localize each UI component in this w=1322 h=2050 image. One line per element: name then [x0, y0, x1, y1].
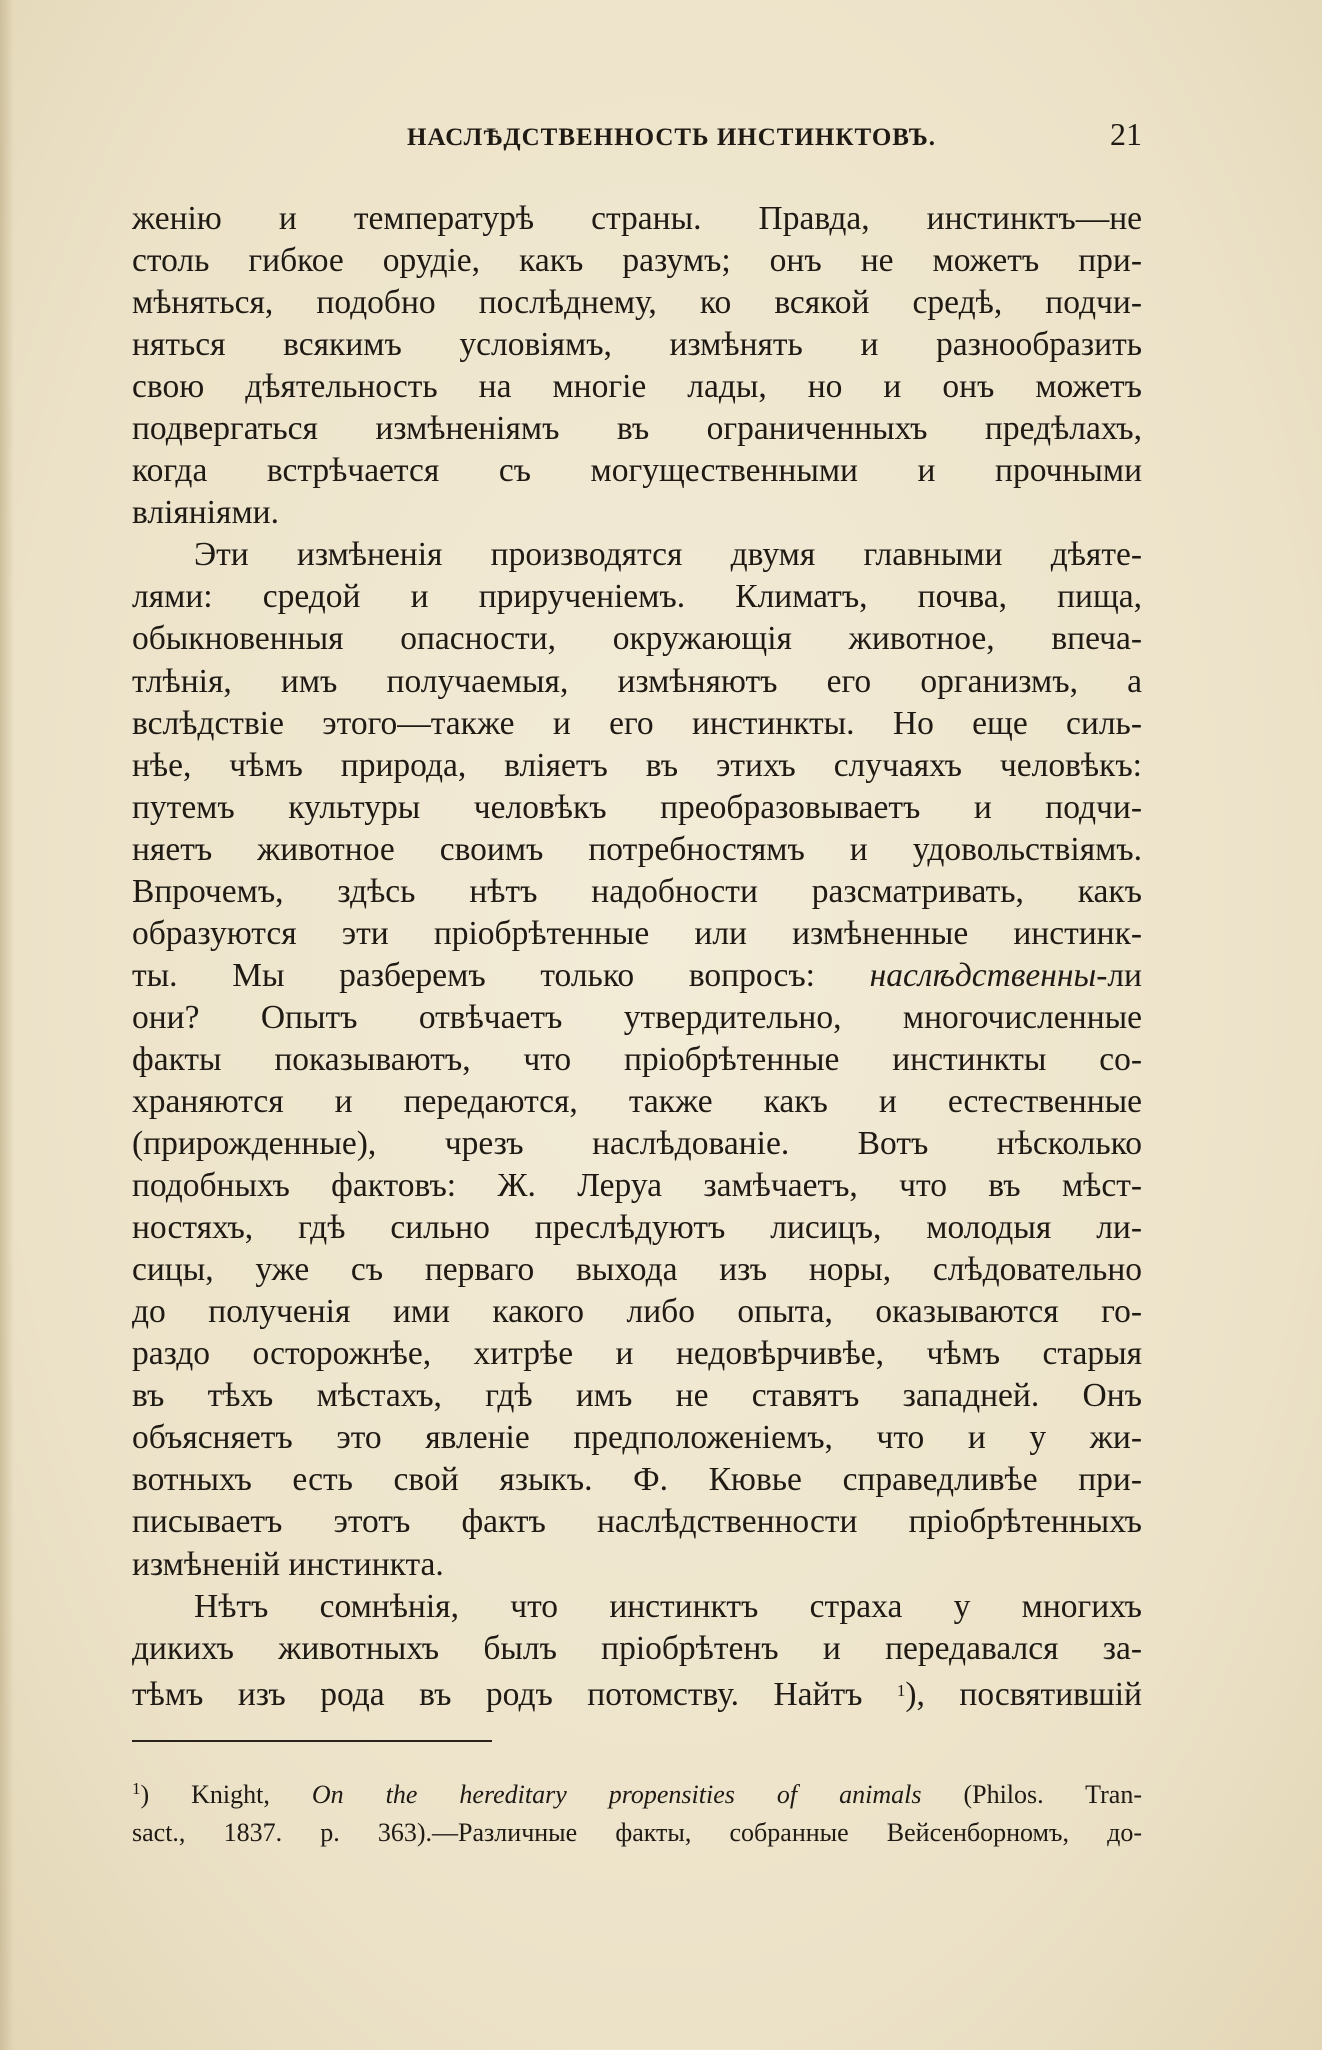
- text-line: писываетъ этотъ фактъ наслѣдственности пріобрѣтенныхъ: [132, 1503, 1142, 1541]
- text-segment: -ли: [1096, 956, 1142, 994]
- footnote-reference: 1: [896, 1680, 906, 1700]
- footnote-title: On the hereditary propensities of animals: [311, 1780, 922, 1809]
- text-line: сицы, уже съ перваго выхода изъ норы, слѣдовательно: [132, 1251, 1142, 1289]
- text-line: тлѣнія, имъ получаемыя, измѣняютъ его организмъ, а: [132, 662, 1142, 700]
- text-line: подвергаться измѣненіямъ въ ограниченныхъ предѣлахъ,: [132, 410, 1142, 448]
- text-line: обыкновенныя опасности, окружающія животное, впеча-: [132, 620, 1142, 658]
- text-line: когда встрѣчается съ могущественными и прочными: [132, 452, 1142, 490]
- text-line: они? Опытъ отвѣчаетъ утвердительно, многочисленные: [132, 998, 1142, 1036]
- footnote-author: ) Knight,: [140, 1780, 312, 1809]
- text-line: вслѣдствіе этого—также и его инстинкты. Но еще силь-: [132, 704, 1142, 742]
- text-segment: ты. Мы разберемъ только вопросъ:: [132, 956, 870, 994]
- text-line: столь гибкое орудіе, какъ разумъ; онъ не можетъ при-: [132, 242, 1142, 280]
- text-line: раздо осторожнѣе, хитрѣе и недовѣрчивѣе, чѣмъ старыя: [132, 1335, 1142, 1373]
- text-line: подобныхъ фактовъ: Ж. Леруа замѣчаетъ, что въ мѣст-: [132, 1167, 1142, 1205]
- text-line: вотныхъ есть свой языкъ. Ф. Кювье справедливѣе при-: [132, 1461, 1142, 1499]
- text-segment: тѣмъ изъ рода въ родъ потомству. Найтъ: [132, 1675, 897, 1713]
- text-line: (прирожденные), чрезъ наслѣдованіе. Вотъ нѣсколько: [132, 1125, 1142, 1163]
- text-line: факты показываютъ, что пріобрѣтенные инстинкты со-: [132, 1040, 1142, 1078]
- running-head: НАСЛѢДСТВЕННОСТЬ ИНСТИНКТОВЪ.: [407, 124, 936, 151]
- text-line: въ тѣхъ мѣстахъ, гдѣ имъ не ставятъ западней. Онъ: [132, 1377, 1142, 1415]
- footnote: [132, 1770, 1142, 1852]
- text-line: лями: средой и прирученіемъ. Климатъ, почва, пища,: [132, 578, 1142, 616]
- text-line: объясняетъ это явленіе предположеніемъ, что и у жи-: [132, 1419, 1142, 1457]
- footnote-line: [132, 1770, 1142, 1814]
- footnote-rule: [132, 1740, 492, 1742]
- page-number: 21: [1110, 116, 1142, 152]
- text-line: дикихъ животныхъ былъ пріобрѣтенъ и передавался за-: [132, 1629, 1142, 1667]
- body-text: [132, 198, 1142, 1716]
- text-segment: ), посвятившій: [905, 1675, 1142, 1713]
- page-header: [132, 118, 1142, 158]
- text-line: храняются и передаются, также какъ и естественные: [132, 1082, 1142, 1120]
- text-line: до полученія ими какого либо опыта, оказываются го-: [132, 1293, 1142, 1331]
- text-line: няетъ животное своимъ потребностямъ и удовольствіямъ.: [132, 830, 1142, 868]
- text-line-with-footnote-ref: [132, 1670, 1142, 1716]
- text-line: измѣненій инстинкта.: [132, 1545, 444, 1583]
- text-line: Эти измѣненія производятся двумя главными дѣяте-: [194, 536, 1142, 574]
- text-line: нѣе, чѣмъ природа, вліяетъ въ этихъ случаяхъ человѣкъ:: [132, 746, 1142, 784]
- footnote-line: sact., 1837. p. 363).—Различные факты, собранные Вейсенборномъ, до-: [132, 1818, 1142, 1847]
- text-line: Впрочемъ, здѣсь нѣтъ надобности разсматривать, какъ: [132, 872, 1142, 910]
- text-line: вліяніями.: [132, 494, 279, 532]
- text-line: женію и температурѣ страны. Правда, инстинктъ—не: [132, 200, 1142, 237]
- text-line: путемъ культуры человѣкъ преобразовываетъ и подчи-: [132, 788, 1142, 826]
- text-line: свою дѣятельность на многіе лады, но и онъ можетъ: [132, 368, 1142, 406]
- text-line-with-emphasis: [132, 955, 1142, 997]
- text-line: Нѣтъ сомнѣнія, что инстинктъ страха у многихъ: [194, 1587, 1142, 1625]
- footnote-citation: (Philos. Tran-: [921, 1780, 1142, 1809]
- emphasized-word: наслѣдственны: [869, 956, 1097, 994]
- page-edge-shadow: [0, 0, 14, 2050]
- text-line: няться всякимъ условіямъ, измѣнять и разнообразить: [132, 326, 1142, 364]
- text-line: ностяхъ, гдѣ сильно преслѣдуютъ лисицъ, молодыя ли-: [132, 1209, 1142, 1247]
- text-line: мѣняться, подобно послѣднему, ко всякой средѣ, подчи-: [132, 284, 1142, 322]
- footnote-mark: 1: [132, 1779, 141, 1798]
- text-line: образуются эти пріобрѣтенные или измѣненные инстинк-: [132, 914, 1142, 952]
